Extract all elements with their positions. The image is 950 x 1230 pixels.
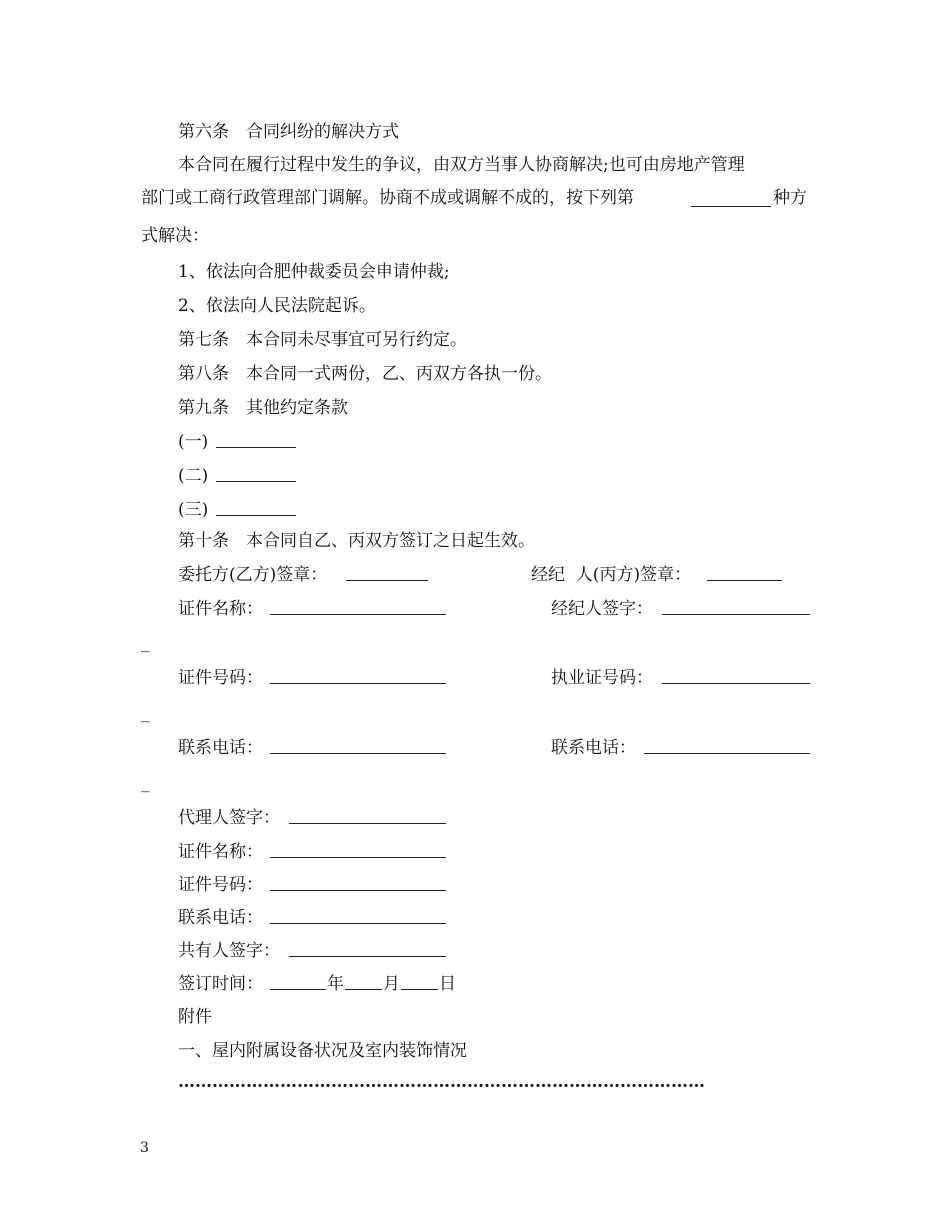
article6-paragraph-line2a: 部门或工商行政管理部门调解。协商不成或调解不成的，按下列第 xyxy=(141,188,634,208)
agent-id-name-blank[interactable] xyxy=(270,857,446,858)
broker-phone-blank[interactable] xyxy=(644,753,810,754)
client-id-number-label: 证件号码： xyxy=(178,668,263,688)
client-phone-label: 联系电话： xyxy=(178,738,263,758)
sign-year-blank[interactable] xyxy=(270,989,326,990)
co-owner-signature-blank[interactable] xyxy=(289,956,446,957)
client-seal-label: 委托方(乙方)签章： xyxy=(178,565,328,585)
sign-date-label: 签订时间： xyxy=(178,974,263,994)
article9-heading: 第九条 其他约定条款 xyxy=(178,398,348,418)
page-number: 3 xyxy=(140,1140,149,1156)
article6-paragraph-line2b: 种方 xyxy=(773,188,807,208)
resolution-option-court: 2、依法向人民法院起诉。 xyxy=(178,296,376,316)
client-seal-blank[interactable] xyxy=(346,580,428,581)
article10-text: 第十条 本合同自乙、丙双方签订之日起生效。 xyxy=(178,531,535,551)
article7-text: 第七条 本合同未尽事宜可另行约定。 xyxy=(178,330,467,350)
article9-item-3-blank[interactable] xyxy=(216,515,296,516)
article6-paragraph-line3: 式解决： xyxy=(141,226,209,246)
agent-phone-blank[interactable] xyxy=(270,923,446,924)
sign-month-unit: 月 xyxy=(383,974,400,994)
wrap-mark-1: _ xyxy=(141,633,150,653)
resolution-option-arbitration: 1、依法向合肥仲裁委员会申请仲裁; xyxy=(178,262,450,282)
wrap-mark-2: _ xyxy=(141,703,150,723)
agent-id-number-label: 证件号码： xyxy=(178,875,263,895)
license-number-label: 执业证号码： xyxy=(551,668,653,688)
agent-signature-label: 代理人签字： xyxy=(178,808,280,828)
resolution-method-blank[interactable] xyxy=(691,206,771,207)
broker-phone-label: 联系电话： xyxy=(551,738,636,758)
client-id-name-blank[interactable] xyxy=(270,614,446,615)
client-id-number-blank[interactable] xyxy=(270,683,446,684)
broker-seal-label: 经纪 人(丙方)签章： xyxy=(531,565,692,585)
article9-item-3-label: (三) xyxy=(178,500,209,520)
license-number-blank[interactable] xyxy=(662,683,810,684)
client-phone-blank[interactable] xyxy=(270,753,446,754)
article6-paragraph-line1: 本合同在履行过程中发生的争议，由双方当事人协商解决;也可由房地产管理 xyxy=(178,155,745,175)
wrap-mark-3: _ xyxy=(141,773,150,793)
article9-item-2-blank[interactable] xyxy=(216,481,296,482)
article8-text: 第八条 本合同一式两份，乙、丙双方各执一份。 xyxy=(178,364,552,384)
attachment-item-1: 一、屋内附属设备状况及室内装饰情况 xyxy=(178,1041,467,1061)
broker-signature-label: 经纪人签字： xyxy=(551,599,653,619)
article9-item-2-label: (二) xyxy=(178,466,209,486)
article9-item-1-label: (一) xyxy=(178,432,209,452)
sign-day-unit: 日 xyxy=(439,974,456,994)
sign-year-unit: 年 xyxy=(327,974,344,994)
broker-seal-blank[interactable] xyxy=(707,580,782,581)
agent-phone-label: 联系电话： xyxy=(178,908,263,928)
broker-signature-blank[interactable] xyxy=(662,614,810,615)
agent-id-number-blank[interactable] xyxy=(270,890,446,891)
attachment-title: 附件 xyxy=(178,1007,212,1027)
agent-signature-blank[interactable] xyxy=(289,823,446,824)
article9-item-1-blank[interactable] xyxy=(216,447,296,448)
co-owner-signature-label: 共有人签字： xyxy=(178,941,280,961)
client-id-name-label: 证件名称： xyxy=(178,599,263,619)
sign-month-blank[interactable] xyxy=(345,989,382,990)
attachment-dotted-leader: ………………………………………………………………………………… xyxy=(178,1072,705,1092)
article6-heading: 第六条 合同纠纷的解决方式 xyxy=(178,122,399,142)
sign-day-blank[interactable] xyxy=(401,989,438,990)
agent-id-name-label: 证件名称： xyxy=(178,842,263,862)
